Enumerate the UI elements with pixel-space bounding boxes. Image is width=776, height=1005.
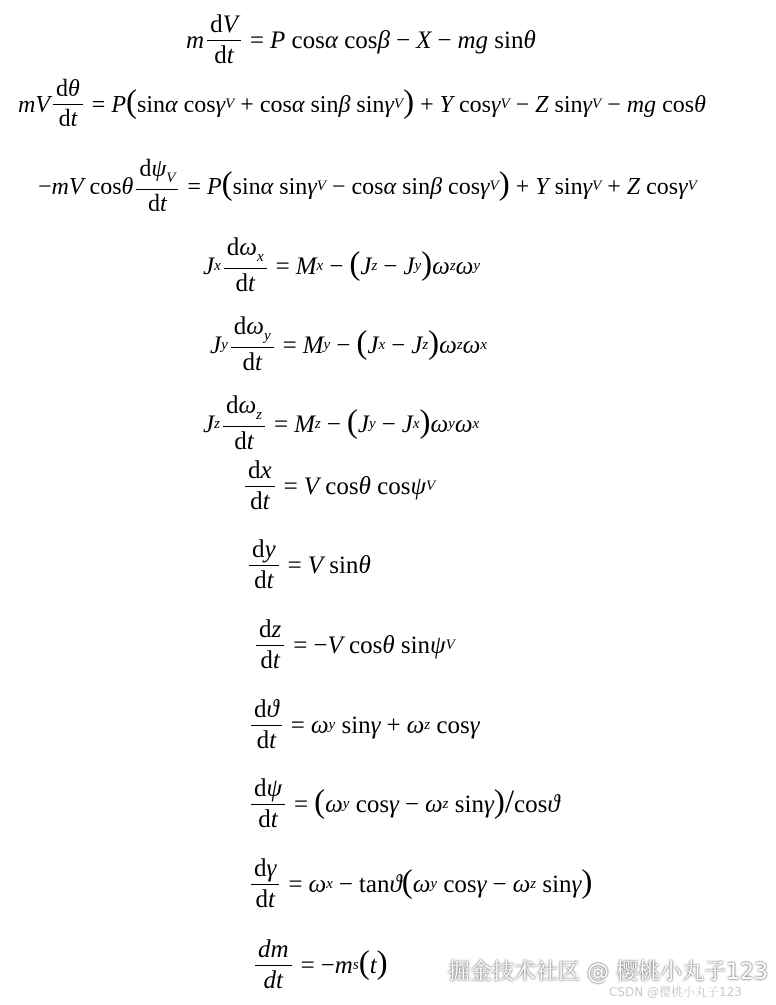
equation-velocity: m $\frac{dV}{dt}$ = P cos α cos β − X − mg sin θ bbox=[186, 11, 536, 70]
equation-moment-y: J y $\frac{d\omega_y}{dt}$ = M y − ( J x − J z ) ω z ω x bbox=[210, 313, 487, 376]
equation-pitch-angle: $\frac{dϑ}{dt}$ = ω y sin γ + ω z cos γ bbox=[248, 697, 480, 755]
equation-position-z: $\frac{dz}{dt}$ = − V cos θ sin ψ V bbox=[253, 617, 455, 675]
equation-roll-angle: $\frac{d\gamma}{dt}$ = ω x − tan ϑ ( ω y cos γ − ω z sin γ ) bbox=[248, 856, 592, 914]
equation-pitch-path: mV $\frac{d\theta}{dt}$ = P ( sin α cos γ V + cos α sin β sin γ V ) + Y cos γ V − Z sin γ V − mg cos θ bbox=[18, 76, 706, 133]
equation-yaw-angle: $\frac{d\psi}{dt}$ = ( ω y cos γ − ω z sin γ ) / cos ϑ bbox=[248, 776, 560, 834]
equation-position-y: $\frac{dy}{dt}$ = V sin θ bbox=[246, 537, 371, 595]
equation-position-x: $\frac{dx}{dt}$ = V cos θ cos ψ V bbox=[242, 458, 435, 516]
equation-moment-x: J x $\frac{d\omega_x}{dt}$ = M x − ( J z − J y ) ω z ω y bbox=[203, 234, 480, 297]
watermark-juejin: 掘金技术社区 @ 樱桃小丸子123 bbox=[448, 960, 768, 985]
watermark-csdn: CSDN @樱桃小丸子123 bbox=[609, 985, 742, 999]
equation-moment-z: J z $\frac{d\omega_z}{dt}$ = M z − ( J y − J x ) ω y ω x bbox=[203, 392, 480, 455]
equation-yaw-path: − mV cos θ $\frac{d\psi_V}{dt}$ = P ( sin α sin γ V − cos α sin β cos γ V ) + Y sin γ V + Z cos γ V bbox=[38, 156, 697, 217]
equation-mass: $\frac{dm}{dt}$ = − m s ( t ) bbox=[252, 937, 388, 995]
